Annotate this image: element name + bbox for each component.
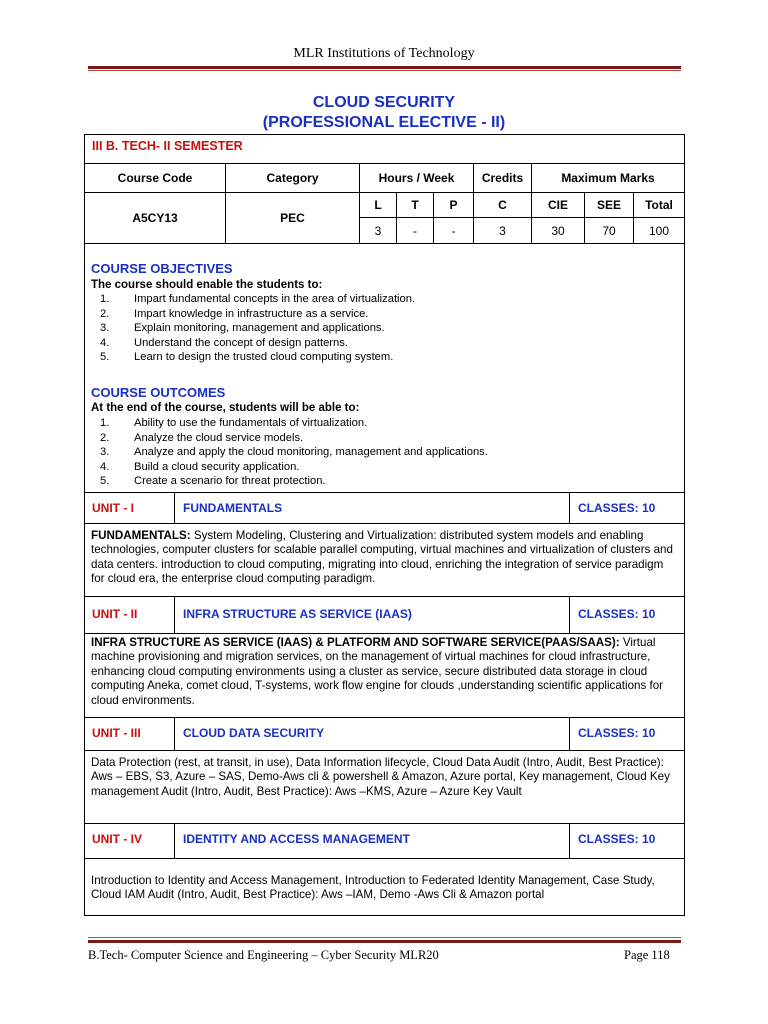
sub-total: Total: [633, 192, 685, 218]
outcomes-intro: At the end of the course, students will be able to:: [91, 402, 360, 414]
unit-name: CLOUD DATA SECURITY: [175, 718, 570, 750]
value-see: 70: [584, 217, 634, 244]
header-course-code: Course Code: [84, 163, 226, 193]
unit-1-body: [84, 523, 685, 597]
objectives-intro: The course should enable the students to:: [91, 279, 323, 291]
unit-3-header: [84, 717, 685, 751]
value-total: 100: [633, 217, 685, 244]
unit-1-header: [84, 492, 685, 524]
list-item: 2. Analyze the cloud service models.: [100, 431, 304, 444]
sub-see: SEE: [584, 192, 634, 218]
header-rule: [88, 66, 681, 69]
unit-text: Data Protection (rest, at transit, in use), Data Information lifecycle, Cloud Data Audit (Intro, Audit, Best Practice): Aws – EBS, S3, Azure – SAS, Demo-Aws cli & powershell & Amazon, Azure portal, Key management, Cloud Key management Audit (Intro, Audit, Best Practice): Aws –KMS, Azure – Azure Key Vault: [91, 756, 670, 798]
header-credits: Credits: [473, 163, 532, 193]
unit-2-header: [84, 596, 685, 634]
footer-rule-thin: [88, 937, 681, 938]
header-category: Category: [225, 163, 360, 193]
unit-4-header: [84, 823, 685, 859]
semester-label: III B. TECH- II SEMESTER: [92, 139, 243, 153]
unit-label: UNIT - II: [85, 597, 175, 633]
unit-text: System Modeling, Clustering and Virtualization: distributed system models and enabling technologies, computer clusters for scalable parallel computing, virtual machines and virtualization of clusters and data centers. introduction to cloud computing, migrating into cloud, enriching the integration of service paradigm for cloud era, the enterprise cloud computing paradigm.: [91, 529, 673, 586]
list-item: 3. Analyze and apply the cloud monitoring, management and applications.: [100, 446, 488, 459]
unit-name: INFRA STRUCTURE AS SERVICE (IAAS): [175, 597, 570, 633]
category-value: PEC: [225, 192, 360, 244]
semester-row: [84, 134, 685, 164]
list-item: 5. Create a scenario for threat protection.: [100, 475, 326, 488]
unit-classes: CLASSES: 10: [578, 607, 656, 621]
header-marks: Maximum Marks: [531, 163, 685, 193]
page-number: Page 118: [624, 948, 670, 962]
list-item: 1. Ability to use the fundamentals of virtualization.: [100, 417, 368, 429]
sub-l: L: [359, 192, 397, 218]
footer-rule: [88, 940, 681, 943]
unit-name: IDENTITY AND ACCESS MANAGEMENT: [175, 824, 570, 858]
unit-lead: INFRA STRUCTURE AS SERVICE (IAAS) & PLATFORM AND SOFTWARE SERVICE(PAAS/SAAS):: [91, 636, 620, 649]
sub-cie: CIE: [531, 192, 585, 218]
sub-t: T: [396, 192, 434, 218]
unit-text: Virtual machine provisioning and migration services, on the management of virtual machines for cloud infrastructure, enhancing cloud computing environments using a cluster as service, secure distributed data storage in cloud computing Aneka, comet cloud, T-systems, work flow engine for clouds ,understanding scientific applications for cloud environments.: [91, 636, 664, 707]
footer-program: B.Tech- Computer Science and Engineering – Cyber Security MLR20: [88, 948, 439, 962]
list-item: 4. Understand the concept of design patterns.: [100, 336, 348, 349]
unit-3-body: [84, 750, 685, 824]
list-item: 2. Impart knowledge in infrastructure as a service.: [100, 307, 369, 320]
unit-classes: CLASSES: 10: [578, 832, 656, 846]
value-c: 3: [473, 217, 532, 244]
unit-lead: FUNDAMENTALS:: [91, 529, 191, 542]
course-subtitle: (PROFESSIONAL ELECTIVE - II): [262, 114, 506, 131]
sub-p: P: [433, 192, 474, 218]
institution-name: MLR Institutions of Technology: [293, 46, 475, 61]
list-item: 5. Learn to design the trusted cloud computing system.: [100, 351, 394, 364]
value-p: -: [433, 217, 474, 244]
list-item: 4. Build a cloud security application.: [100, 460, 300, 473]
header-rule-thin: [88, 70, 681, 71]
unit-label: UNIT - III: [85, 718, 175, 750]
outcomes-heading: COURSE OUTCOMES: [91, 385, 226, 400]
course-title: CLOUD SECURITY: [312, 94, 456, 111]
value-t: -: [396, 217, 434, 244]
list-item: 1. Impart fundamental concepts in the area of virtualization.: [100, 293, 416, 305]
objectives-list: [100, 292, 415, 365]
unit-2-body: [84, 633, 685, 718]
header-hours: Hours / Week: [359, 163, 474, 193]
unit-classes: CLASSES: 10: [578, 501, 656, 515]
sub-c: C: [473, 192, 532, 218]
unit-4-body: [84, 858, 685, 916]
unit-label: UNIT - IV: [85, 824, 175, 858]
unit-classes: CLASSES: 10: [578, 726, 656, 740]
objectives-heading: COURSE OBJECTIVES: [91, 261, 233, 276]
unit-name: FUNDAMENTALS: [175, 493, 570, 523]
value-cie: 30: [531, 217, 585, 244]
value-l: 3: [359, 217, 397, 244]
course-code-value: A5CY13: [84, 192, 226, 244]
outcomes-list: [100, 416, 488, 489]
unit-label: UNIT - I: [85, 493, 175, 523]
unit-text: Introduction to Identity and Access Management, Introduction to Federated Identity Management, Case Study, Cloud IAM Audit (Intro, Audit, Best Practice): Aws –IAM, Demo -Aws Cli & Amazon portal: [91, 874, 655, 902]
list-item: 3. Explain monitoring, management and applications.: [100, 322, 385, 335]
